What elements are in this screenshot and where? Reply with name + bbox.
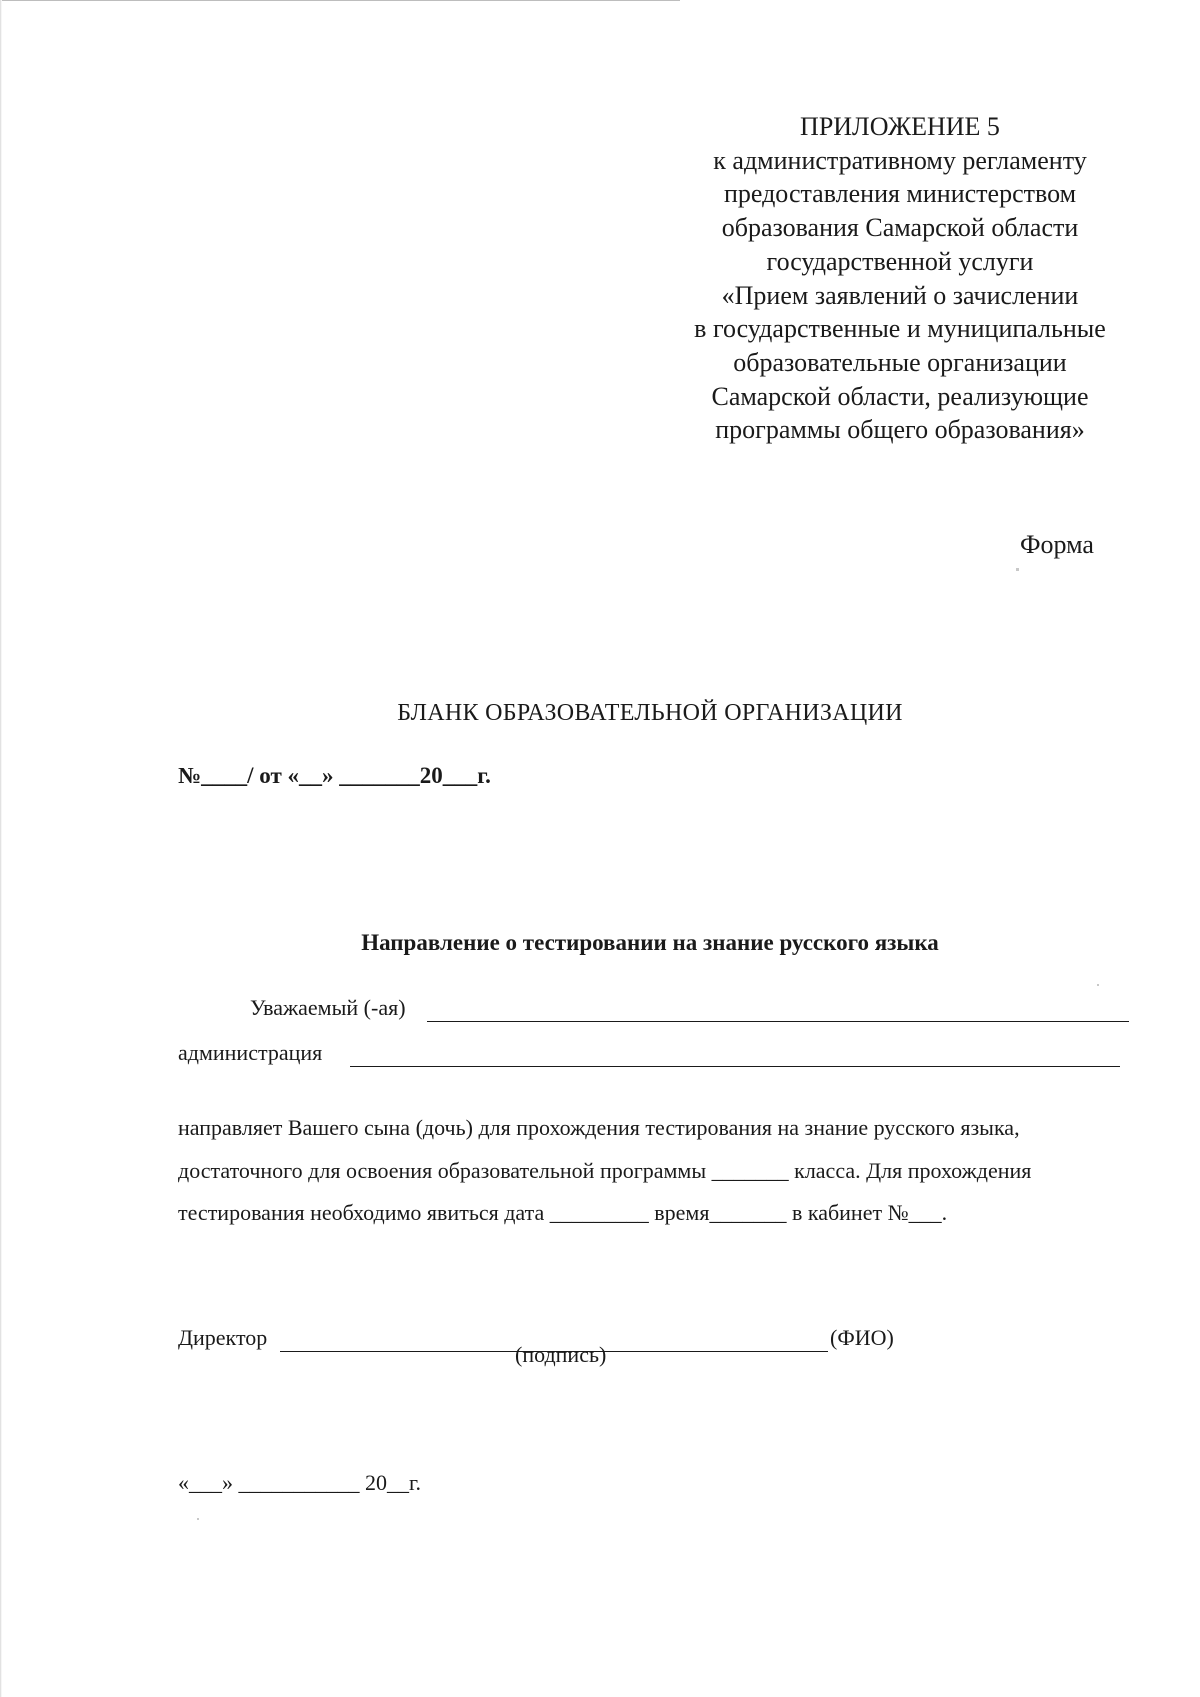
number-date-line: №____/ от «__» _______20___г. <box>178 763 491 788</box>
appendix-line: предоставления министерством <box>723 179 1077 209</box>
appendix-line: образовательные организации <box>733 347 1067 377</box>
administration-label: администрация <box>178 1040 323 1065</box>
appendix-line: ПРИЛОЖЕНИЕ 5 <box>800 112 1000 141</box>
director-fio-label: (ФИО) <box>830 1325 894 1350</box>
body-line-3: тестирования необходимо явиться дата _________ время_______ в кабинет №___. <box>178 1200 948 1225</box>
scan-left-edge <box>0 0 2 1697</box>
scan-speck <box>1016 568 1019 571</box>
appendix-line: государственной услуги <box>766 246 1034 276</box>
appendix-line: образования Самарской области <box>721 213 1079 243</box>
date-line: «___» ___________ 20__г. <box>178 1470 422 1495</box>
scan-top-edge <box>0 0 680 1</box>
signature-caption: (подпись) <box>515 1342 607 1367</box>
appendix-line: программы общего образования» <box>715 415 1085 445</box>
greeting-label: Уважаемый (-ая) <box>250 995 406 1020</box>
scan-speck <box>1097 984 1099 986</box>
body-line-1: направляет Вашего сына (дочь) для прохождения тестирования на знание русского языка, <box>178 1115 1020 1140</box>
greeting-fill-line[interactable] <box>427 1021 1129 1022</box>
document-title: Направление о тестировании на знание русского языка <box>361 930 939 955</box>
appendix-line: в государственные и муниципальные <box>694 314 1106 344</box>
appendix-header <box>620 110 1180 447</box>
appendix-line: Самарской области, реализующие <box>711 381 1089 411</box>
director-label: Директор <box>178 1325 268 1350</box>
appendix-line: к административному регламенту <box>713 145 1087 175</box>
body-line-2: достаточного для освоения образовательной программы _______ класса. Для прохождения <box>178 1158 1032 1183</box>
form-label: Форма <box>1020 530 1094 559</box>
appendix-line: «Прием заявлений о зачислении <box>721 280 1079 310</box>
blank-title: БЛАНК ОБРАЗОВАТЕЛЬНОЙ ОРГАНИЗАЦИИ <box>397 700 903 726</box>
scan-speck <box>197 1518 199 1520</box>
administration-fill-line[interactable] <box>350 1066 1120 1067</box>
